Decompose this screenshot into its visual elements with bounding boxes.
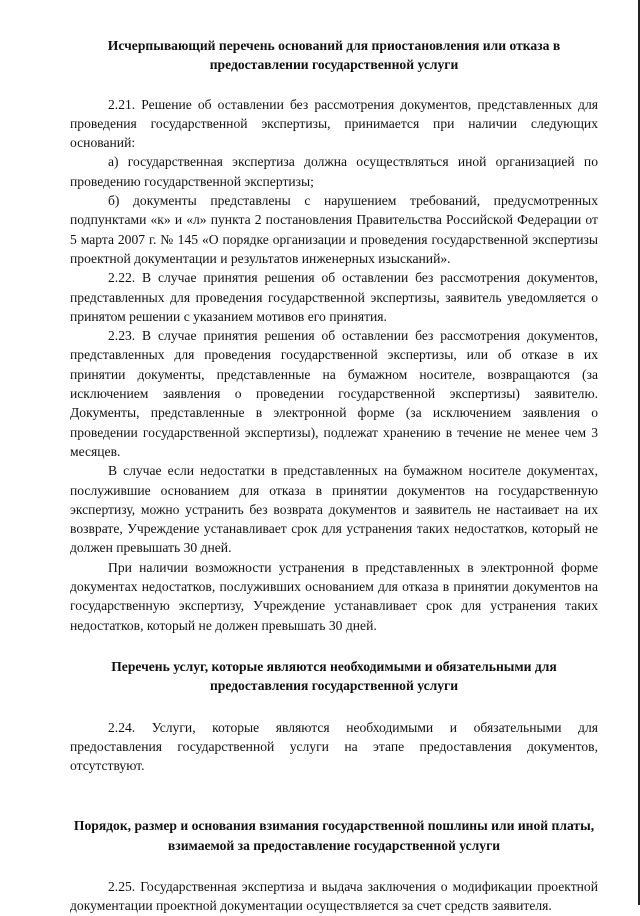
document-page xyxy=(70,36,598,916)
paragraph-electronic-defects: При наличии возможности устранения в представленных в электронной форме документах недостатков, послуживших основанием для отказа в принятии документов на государственную экспертизу, Учреждение устанавливает срок для устранения таких недостатков, который не должен превышать 30 дней. xyxy=(70,559,598,633)
section-heading-grounds-for-refusal: Исчерпывающий перечень оснований для приостановления или отказа в предоставлении государственной услуги xyxy=(107,38,561,73)
paragraph-paper-defects: В случае если недостатки в представленных на бумажном носителе документах, послужившие основанием для отказа в принятии документов на государственную экспертизу, можно устранить без возврата документов и заявитель не настаивает на их возврате, Учреждение устанавливает срок для устранения таких недостатков, который не должен превышать 30 дней. xyxy=(70,463,598,556)
paragraph-2-21-a: а) государственная экспертиза должна осуществляться иной организацией по проведению государственной экспертизы; xyxy=(70,154,598,189)
section-heading-required-services: Перечень услуг, которые являются необходимыми и обязательными для предоставления государственной услуги xyxy=(111,658,557,694)
paragraph-2-25: 2.25. Государственная экспертиза и выдача заключения о модификации проектной документации проектной документации осуществляется за счет средств заявителя. xyxy=(70,878,598,914)
paragraph-2-22: 2.22. В случае принятия решения об оставлении без рассмотрения документов, представленных для проведения государственной экспертизы, заявитель уведомляется о принятом решении с указанием мотивов его принятия. xyxy=(70,270,598,324)
paragraph-2-23: 2.23. В случае принятия решения об оставлении без рассмотрения документов, представленных для проведения государственной экспертизы, или об отказе в их принятии документы, представленные на бумажном носителе, возвращаются (за исключением заявления о проведении государственной экспертизы) заявителю. Документы, представленные в электронной форме (за исключением заявления о проведении государственной экспертизы), подлежат хранению в течение не менее чем 3 месяцев. xyxy=(70,328,598,459)
section-heading-fee-procedure: Порядок, размер и основания взимания государственной пошлины или иной платы, взимаемой за предоставление государственной услуги xyxy=(73,818,595,853)
paragraph-2-21: 2.21. Решение об оставлении без рассмотрения документов, представленных для проведения государственной экспертизы, принимается при наличии следующих оснований: xyxy=(70,96,598,151)
paragraph-2-24: 2.24. Услуги, которые являются необходимыми и обязательными для предоставления государственной услуги на этапе предоставления документов, отсутствуют. xyxy=(70,719,598,774)
paragraph-2-21-b: б) документы представлены с нарушением требований, предусмотренных подпунктами «к» и «л» пункта 2 постановления Правительства Российской Федерации от 5 марта 2007 г. № 145 «О порядке организации и проведения государственной экспертизы проектной документации и результатов инженерных изысканий». xyxy=(70,193,598,266)
